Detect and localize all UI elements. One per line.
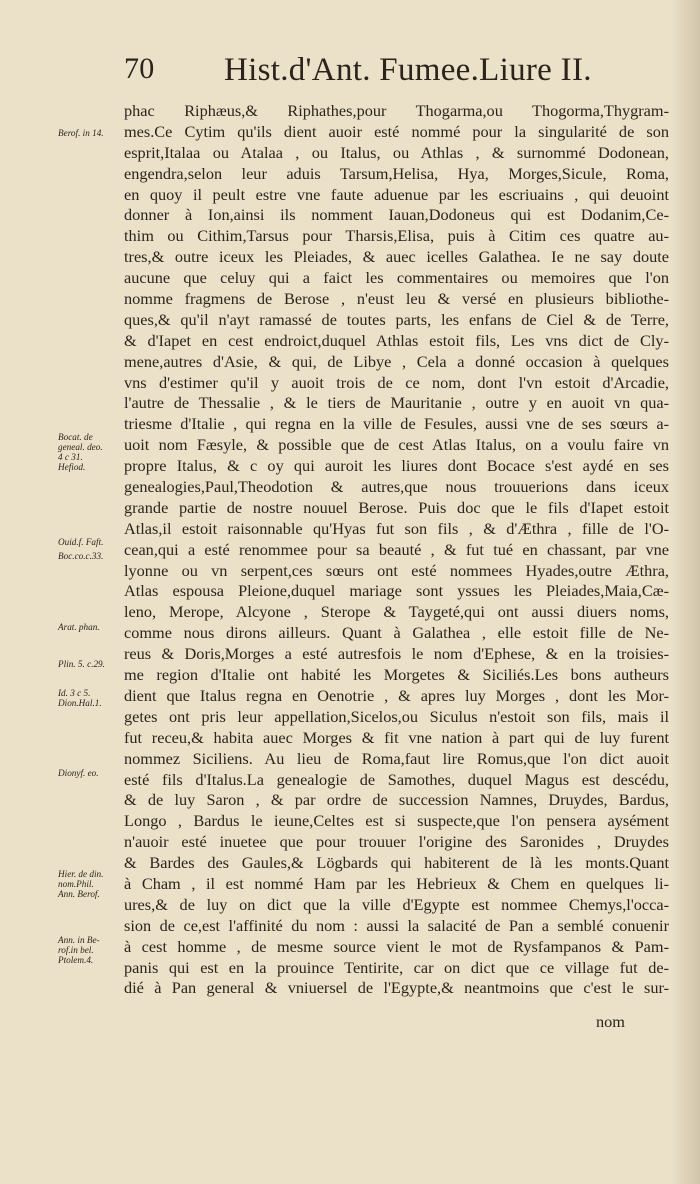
running-title: Hist.d'Ant. Fumee.Liure II. xyxy=(224,52,592,88)
text-line: nomme fragmens de Berose , n'eust leu & versé en plusieurs bibliothe- xyxy=(124,289,669,309)
text-line: dient que Italus regna en Oenotrie , & apres luy Morges , dont les Mor- xyxy=(124,685,669,705)
margin-note-line: Dionyf. eo. xyxy=(58,768,99,778)
text-line: thim ou Cithim,Tarsus pour Tharsis,Elisa, puis à Citim ces quatre au- xyxy=(124,226,669,246)
text-line: comme nous dirons ailleurs. Quant à Galathea , elle estoit fille de Ne- xyxy=(124,623,669,643)
margin-note-line: Arat. phan. xyxy=(58,622,100,632)
margin-note-line: Hier. de din. xyxy=(58,869,104,879)
margin-note-line: geneal. deo. xyxy=(58,442,103,452)
text-line: ures,& de luy on dict que la ville d'Egypte est nommee Chemys,l'occa- xyxy=(124,894,669,914)
margin-note xyxy=(58,128,124,138)
page-header xyxy=(124,52,644,98)
text-line: sion de ce,est l'affinité du nom : aussi la salacité de Pan a semblé conuenir xyxy=(124,915,669,935)
margin-note xyxy=(58,622,124,632)
text-line: en quoy il peult estre vne faute aduenue par les escriuains , qui deuoint xyxy=(124,184,669,204)
margin-note-line: Bocat. de xyxy=(58,432,93,442)
text-line: fut receu,& habita auec Morges & fit vne nation à part qui de luy furent xyxy=(124,727,669,747)
text-line: nommez Siciliens. Au lieu de Roma,faut lire Romus,que l'on dict auoit xyxy=(124,748,669,768)
text-line: esprit,Italaa ou Atalaa , ou Italus, ou Athlas , & surnommé Dodonean, xyxy=(124,142,669,162)
catchword: nom xyxy=(596,1012,625,1031)
margin-note xyxy=(58,869,124,899)
text-line: me region d'Italie ont habité les Morgetes & Siciliés.Les bons autheurs xyxy=(124,665,669,685)
text-line: triesme d'Italie , qui regna en la ville de Fesules, aussi vne de ses sœurs a- xyxy=(124,414,669,434)
text-line: panis qui est en la prouince Tentirite, car on dict que ce village fut de- xyxy=(124,957,669,977)
text-line: Atlas espousa Pleione,duquel mariage sont yssues les Pleiades,Maia,Cæ- xyxy=(124,581,669,601)
margin-note xyxy=(58,768,124,778)
margin-note xyxy=(58,935,124,965)
body-text xyxy=(124,101,669,999)
margin-note xyxy=(58,432,124,472)
page-number: 70 xyxy=(124,52,155,85)
text-line: mes.Ce Cytim qu'ils dient auoir esté nommé pour la singularité de son xyxy=(124,121,669,141)
margin-note-line: Ann. in Be- xyxy=(58,935,100,945)
text-line: & d'Iapet en cest endroict,duquel Athlas estoit fils, Les vns dict de Cly- xyxy=(124,330,669,350)
text-line: lyonne ou vn serpent,ces sœurs ont esté nommees Hyades,outre Æthra, xyxy=(124,560,669,580)
text-line: vns d'estimer qu'il y auoit trois de ce nom, dont l'vn estoit d'Arcadie, xyxy=(124,372,669,392)
text-line: & Bardes des Gaules,& Lögbards qui habiterent de là les monts.Quant xyxy=(124,853,669,873)
text-line: getes ont pris leur appellation,Sicelos,ou Siculus n'estoit son fils, mais il xyxy=(124,706,669,726)
text-line: ques,& qu'il n'ayt ramassé de toutes parts, les enfans de Ciel & de Terre, xyxy=(124,309,669,329)
margin-note-line: Boc.co.c.33. xyxy=(58,551,104,561)
text-line: engendra,selon leur aduis Tarsum,Helisa, Hya, Morges,Sicule, Roma, xyxy=(124,163,669,183)
text-line: Atlas,il estoit raisonnable qu'Hyas fut son fils , & d'Æthra , fille de l'O- xyxy=(124,518,669,538)
margin-note-line: Ouid.f. Faft. xyxy=(58,537,104,547)
text-line: à cest homme , de mesme source vient le mot de Rysfampanos & Pam- xyxy=(124,936,669,956)
text-line: dié à Pan general & vniuersel de l'Egypte,& neantmoins que c'est le sur- xyxy=(124,978,669,998)
margin-note-line: Id. 3 c 5. xyxy=(58,688,91,698)
margin-note-line: rof.in bel. xyxy=(58,945,94,955)
margin-note-line: nom.Phil. xyxy=(58,879,94,889)
text-line: tres,& outre iceux les Pleiades, & auec icelles Galathea. Ie ne say doute xyxy=(124,247,669,267)
text-line: reus & Doris,Morges a esté autresfois le nom d'Ephese, & en la troisies- xyxy=(124,644,669,664)
margin-note-line: 4 c 31. xyxy=(58,452,83,462)
text-line: aucune que celuy qui a faict les commentaires ou memoires que l'on xyxy=(124,268,669,288)
page-edge-shadow xyxy=(670,0,700,1184)
text-line: leno, Merope, Alcyone , Sterope & Taygeté,qui ont aussi diuers noms, xyxy=(124,602,669,622)
margin-note xyxy=(58,551,124,561)
text-line: cean,qui a esté renommee pour sa beauté , & fut tué en chassant, par vne xyxy=(124,539,669,559)
margin-note-line: Hefiod. xyxy=(58,462,86,472)
text-line: mene,autres d'Asie, & qui, de Libye , Cela a donné occasion à quelques xyxy=(124,351,669,371)
margin-note-line: Ptolem.4. xyxy=(58,955,94,965)
text-line: n'auoir esté inuetee que pour trouuer l'origine des Saronides , Druydes xyxy=(124,832,669,852)
margin-note-line: Dion.Hal.1. xyxy=(58,698,102,708)
margin-note xyxy=(58,659,124,669)
text-line: donner à Ion,ainsi ils nomment Iauan,Dodoneus qui est Dodanim,Ce- xyxy=(124,205,669,225)
text-line: genealogies,Paul,Theodotion & autres,que nous trouuerions dans iceux xyxy=(124,477,669,497)
text-line: grande partie de nostre nouuel Berose. Puis doc que le fils d'Iapet estoit xyxy=(124,497,669,517)
text-line: propre Italus, & c oy qui auroit les liures dont Bocace s'est aydé en ses xyxy=(124,456,669,476)
margin-note-line: Ann. Berof. xyxy=(58,889,100,899)
text-line: & de luy Saron , & par ordre de succession Namnes, Druydes, Bardus, xyxy=(124,790,669,810)
text-line: Longo , Bardus le ieune,Celtes est si suspecte,que l'on pensera aysément xyxy=(124,811,669,831)
text-line: l'autre de Thessalie , & le tiers de Mauritanie , outre y en auoit vn qua- xyxy=(124,393,669,413)
margin-note xyxy=(58,537,124,547)
margin-note xyxy=(58,688,124,708)
text-line: à Cham , il est nommé Ham par les Hebrieux & Chem en quelques li- xyxy=(124,873,669,893)
text-line: uoit nom Fæsyle, & possible que de cest Atlas Italus, on a voulu faire vn xyxy=(124,435,669,455)
text-line: esté fils d'Italus.La genealogie de Samothes, duquel Magus est descédu, xyxy=(124,769,669,789)
text-line: phac Riphæus,& Riphathes,pour Thogarma,ou Thogorma,Thygram- xyxy=(124,101,669,120)
margin-note-line: Plin. 5. c.29. xyxy=(58,659,105,669)
margin-note-line: Berof. in 14. xyxy=(58,128,104,138)
